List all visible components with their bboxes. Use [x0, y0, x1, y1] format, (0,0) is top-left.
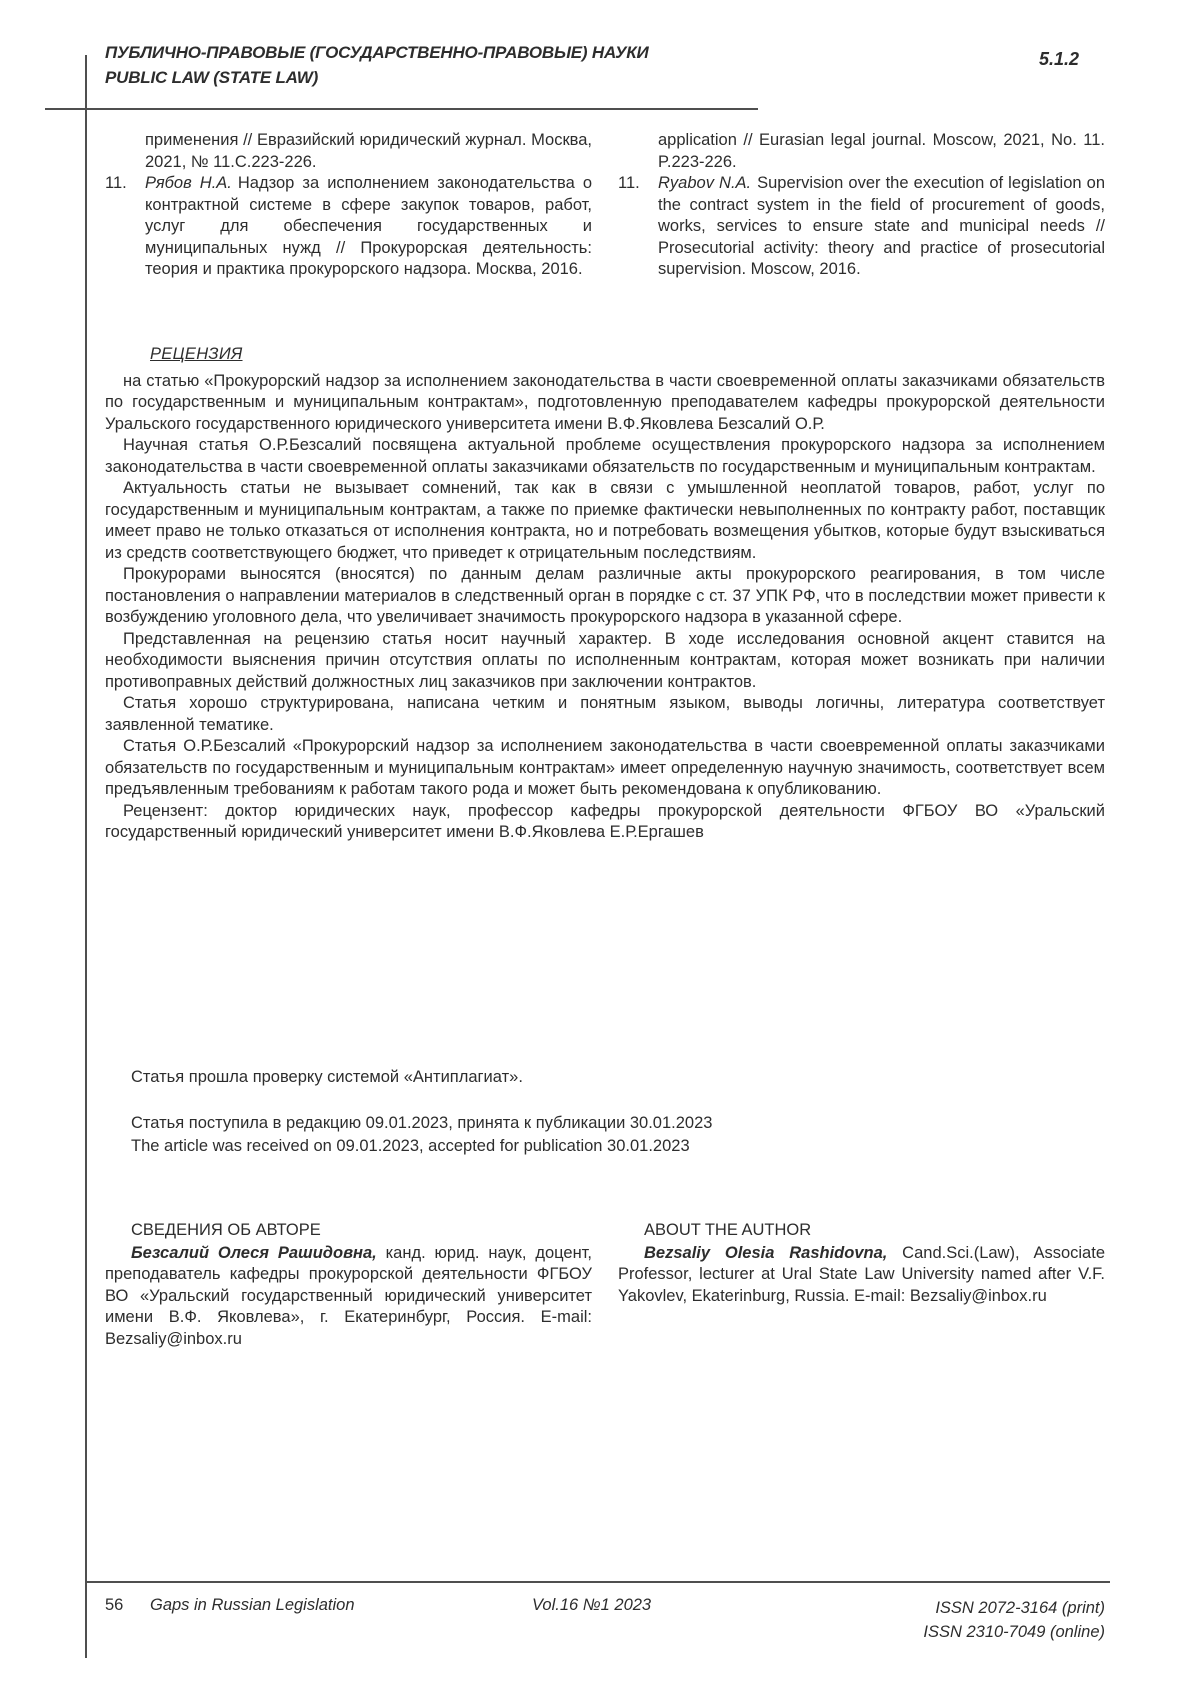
review-section — [105, 344, 1105, 844]
reference-carryover-ru: применения // Евразийский юридический журнал. Москва, 2021, № 11.С.223-226. — [145, 131, 592, 171]
review-paragraph: Представленная на рецензию статья носит научный характер. В ходе исследования основной акцент ставится на необходимости выяснения причин отсутствия оплаты по исполненным контрактам, которая может возникать при наличии противоправных действий должностных лиц заказчиков при заключении контрактов. — [105, 629, 1105, 691]
section-code: 5.1.2 — [1038, 49, 1079, 69]
reference-number: 11. — [618, 174, 640, 192]
reference-author: Ryabov N.A. — [658, 174, 752, 192]
about-author-en — [618, 1220, 1105, 1350]
references-section — [105, 130, 1105, 281]
dates-block — [105, 1112, 1105, 1158]
review-paragraph: Прокурорами выносятся (вносятся) по данным делам различные акты прокурорского реагирования, в том числе постановления о направлении материалов в следственный орган в порядке с ст. 37 УПК РФ, что в последствии может привести к возбуждению уголовного дела, что увеличивает значимость прокурорского надзора в указанной сфере. — [105, 565, 1105, 626]
author-name-ru: Безсалий Олеся Рашидовна, — [131, 1243, 377, 1262]
antiplagiat-note: Статья прошла проверку системой «Антиплагиат». — [131, 1068, 523, 1086]
review-paragraph: Статья хорошо структурирована, написана четким и понятным языком, выводы логичны, литература соответствует заявленной тематике. — [105, 694, 1105, 734]
received-date-ru: Статья поступила в редакцию 09.01.2023, принята к публикации 30.01.2023 — [131, 1114, 713, 1132]
header-titles — [105, 40, 649, 90]
left-margin-rule — [85, 55, 87, 1658]
author-heading-en: ABOUT THE AUTHOR — [644, 1221, 812, 1239]
antiplagiat-block — [105, 1068, 1105, 1087]
author-name-en: Bezsaliy Olesia Rashidovna, — [644, 1243, 888, 1262]
review-paragraph: на статью «Прокурорский надзор за исполнением законодательства в части своевременной оплаты заказчиками обязательств по государственным и муниципальным контрактам», подготовленную преподавателем кафедры прокурорской деятельности Уральского государственного юридического университета имени В.Ф.Яковлева Безсалий О.Р. — [105, 371, 1105, 433]
reference-item-en — [618, 173, 1105, 281]
about-author-section — [105, 1220, 1105, 1350]
issn-online: ISSN 2310-7049 (online) — [923, 1623, 1105, 1641]
reference-number: 11. — [105, 174, 127, 192]
header-title-ru: ПУБЛИЧНО-ПРАВОВЫЕ (ГОСУДАРСТВЕННО-ПРАВОВЫЕ) НАУКИ — [105, 43, 649, 62]
review-paragraph: Статья О.Р.Безсалий «Прокурорский надзор за исполнением законодательства в части своевременной оплаты заказчиками обязательств по государственным и муниципальным контрактам» имеет определенную научную значимость, соответствует всем предъявленным требованиям к работам такого рода и может быть рекомендована к опубликованию. — [105, 737, 1105, 798]
review-paragraph: Рецензент: доктор юридических наук, профессор кафедры прокурорской деятельности ФГБОУ ВО «Уральский государственный юридический университет имени В.Ф.Яковлева Е.Р.Ергашев — [105, 801, 1105, 841]
reference-carryover-en: application // Eurasian legal journal. Moscow, 2021, No. 11. P.223-226. — [658, 131, 1105, 171]
references-right-column — [618, 130, 1105, 281]
reference-text: Надзор за исполнением законодательства о контрактной системе в сфере закупок товаров, работ, услуг для обеспечения государственных и муниципальных нужд // Прокурорская деятельность: теория и практика прокурорского надзора. Москва, 2016. — [145, 174, 592, 278]
page-header — [105, 40, 1105, 90]
review-paragraph: Научная статья О.Р.Безсалий посвящена актуальной проблеме осуществления прокурорского надзора за исполнением законодательства в части своевременной оплаты заказчиками обязательств по государственным и муниципальным контрактам. — [105, 436, 1105, 476]
header-rule — [45, 108, 758, 110]
page-footer — [105, 1596, 1105, 1648]
volume-issue: Vol.16 №1 2023 — [532, 1596, 652, 1614]
page-number: 56 — [105, 1596, 124, 1614]
reference-author: Рябов Н.А. — [145, 174, 232, 192]
author-heading-ru: СВЕДЕНИЯ ОБ АВТОРЕ — [131, 1221, 321, 1239]
about-author-ru — [105, 1220, 592, 1350]
author-paragraph-en — [618, 1243, 1105, 1308]
issn-print: ISSN 2072-3164 (print) — [935, 1599, 1105, 1617]
issn-block — [923, 1596, 1105, 1644]
review-heading: РЕЦЕНЗИЯ — [150, 345, 243, 363]
received-date-en: The article was received on 09.01.2023, accepted for publication 30.01.2023 — [131, 1137, 690, 1155]
reference-text: Supervision over the execution of legislation on the contract system in the field of procurement of goods, works, services to ensure state and municipal needs // Prosecutorial activity: theory and practice of prosecutorial supervision. Moscow, 2016. — [658, 174, 1105, 278]
references-left-column — [105, 130, 592, 281]
review-paragraph: Актуальность статьи не вызывает сомнений, так как в связи с умышленной неоплатой товаров, работ, услуг по государственным и муниципальным контрактам, а также по приемке фактически невыполненных по контракту работ, поставщик имеет право не только отказаться от исполнения контракта, но и потребовать возмещения убытков, которые будут взыскиваться из средств соответствующего бюджет, что приведет к отрицательным последствиям. — [105, 479, 1105, 562]
author-paragraph-ru — [105, 1243, 592, 1351]
reference-item-ru — [105, 173, 592, 281]
author-details-ru: канд. юрид. наук, доцент, преподаватель кафедры прокурорской деятельности ФГБОУ ВО «Уральский государственный юридический университет имени В.Ф. Яковлева», г. Екатеринбург, Россия. E-mail: Bezsaliy@inbox.ru — [105, 1243, 592, 1348]
author-details-en: Cand.Sci.(Law), Associate Professor, lecturer at Ural State Law University named after V.F. Yakovlev, Ekaterinburg, Russia. E-mail: Bezsaliy@inbox.ru — [618, 1243, 1105, 1305]
journal-title: Gaps in Russian Legislation — [150, 1596, 355, 1614]
footer-rule — [85, 1581, 1110, 1583]
header-title-en: PUBLIC LAW (STATE LAW) — [105, 68, 319, 87]
